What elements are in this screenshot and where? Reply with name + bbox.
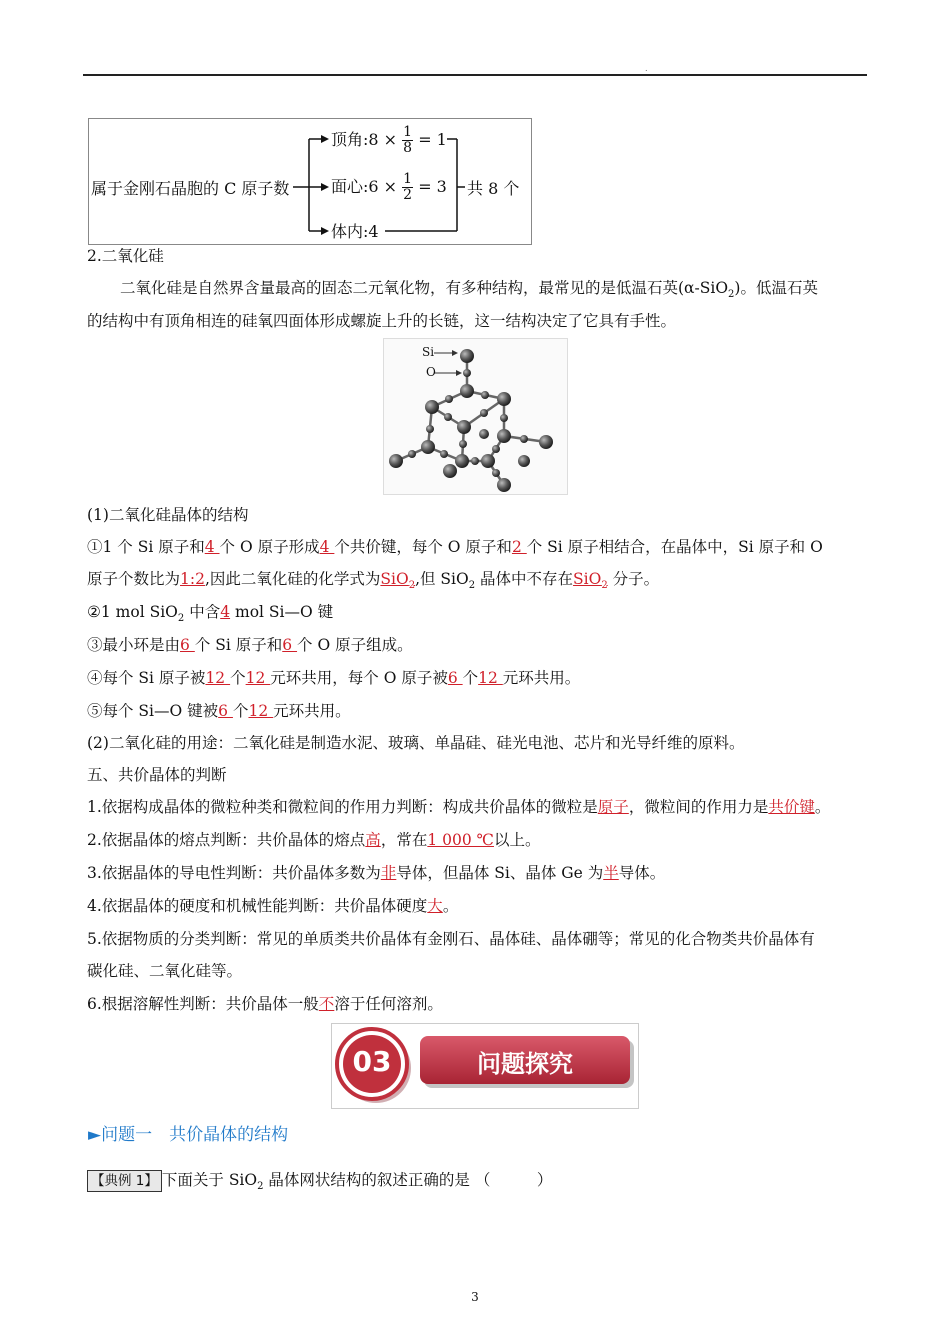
fraction: $\frac{1}{8}$ — [403, 124, 413, 156]
fraction: $\frac{1}{2}$ — [403, 171, 413, 203]
judge-5-line-2: 碳化硅、二氧化硅等。 — [87, 962, 243, 980]
total-label: 共 8 个 — [467, 179, 520, 198]
body-row: 体内:4 — [331, 222, 379, 241]
usage-paragraph: (2)二氧化硅的用途：二氧化硅是制造水泥、玻璃、单晶硅、硅光电池、芯片和光导纤维的原料。 — [87, 734, 745, 752]
judge-2: 2.依据晶体的熔点判断：共价晶体的熔点高，常在1 000 ℃以上。 — [87, 831, 541, 849]
intro-line-1: 二氧化硅是自然界含量最高的固态二元氧化物，有多种结构，最常见的是低温石英(α-SiO$_2$)。低温石英 — [120, 279, 818, 300]
judge-5-line-1: 5.依据物质的分类判断：常见的单质类共价晶体有金刚石、晶体硅、晶体硼等；常见的化合物类共价晶体有 — [87, 930, 815, 948]
example-1: 【典例 1】 下面关于 SiO$_2$ 晶体网状结构的叙述正确的是 （ ） — [87, 1170, 552, 1197]
o-label: O — [426, 365, 436, 379]
diamond-left-label: 属于金刚石晶胞的 C 原子数 — [91, 179, 290, 198]
page-number: 3 — [471, 1290, 479, 1304]
example-label: 【典例 1】 — [87, 1170, 162, 1192]
structure-p1: ①1 个 Si 原子和4 个 O 原子形成4 个共价键，每个 O 原子和2 个 Si 原子相结合，在晶体中，Si 原子和 O — [87, 538, 823, 556]
header-dot: . — [645, 64, 648, 73]
structure-p5: ④每个 Si 原子被12 个12 元环共用，每个 O 原子被6 个12 元环共用。 — [87, 669, 581, 687]
header-rule — [83, 74, 867, 76]
judge-3: 3.依据晶体的导电性判断：共价晶体多数为非导体，但晶体 Si、晶体 Ge 为半导体。 — [87, 864, 666, 882]
diamond-atom-count-figure — [88, 118, 532, 245]
o-atom — [463, 369, 471, 377]
section-banner — [331, 1023, 639, 1109]
judge-6: 6.根据溶解性判断：共价晶体一般不溶于任何溶剂。 — [87, 995, 443, 1013]
structure-p6: ⑤每个 Si—O 键被6 个12 元环共用。 — [87, 702, 351, 720]
intro-line-2: 的结构中有顶角相连的硅氧四面体形成螺旋上升的长链，这一结构决定了它具有手性。 — [87, 312, 677, 330]
structure-p3: ②1 mol SiO$_2$ 中含4 mol Si—O 键 — [87, 603, 334, 624]
section-2-title: 2.二氧化硅 — [87, 247, 164, 265]
face-row: 面心:6 × $\frac{1}{2}$ = 3 — [331, 171, 447, 203]
structure-title: (1)二氧化硅晶体的结构 — [87, 506, 249, 524]
structure-p2: 原子个数比为1:2,因此二氧化硅的化学式为SiO$_2$,但 SiO$_2$ 晶体中不存在SiO$_2$ 分子。 — [87, 570, 660, 591]
si-atom — [460, 349, 474, 363]
section-5-title: 五、共价晶体的判断 — [87, 766, 227, 784]
sio2-structure-figure — [383, 338, 568, 495]
corner-row: 顶角:8 × $\frac{1}{8}$ = 1 — [331, 124, 447, 156]
judge-1: 1.依据构成晶体的微粒种类和微粒间的作用力判断：构成共价晶体的微粒是原子，微粒间的作用力是共价键。 — [87, 798, 831, 816]
question-title: ►问题一 共价晶体的结构 — [88, 1125, 289, 1145]
si-label: Si — [422, 345, 435, 359]
structure-p4: ③最小环是由6 个 Si 原子和6 个 O 原子组成。 — [87, 636, 413, 654]
banner-title: 问题探究 — [477, 1050, 573, 1078]
judge-4: 4.依据晶体的硬度和机械性能判断：共价晶体硬度大。 — [87, 897, 459, 915]
banner-number: 03 — [352, 1045, 392, 1078]
sio2-structure-drawing — [384, 339, 567, 494]
